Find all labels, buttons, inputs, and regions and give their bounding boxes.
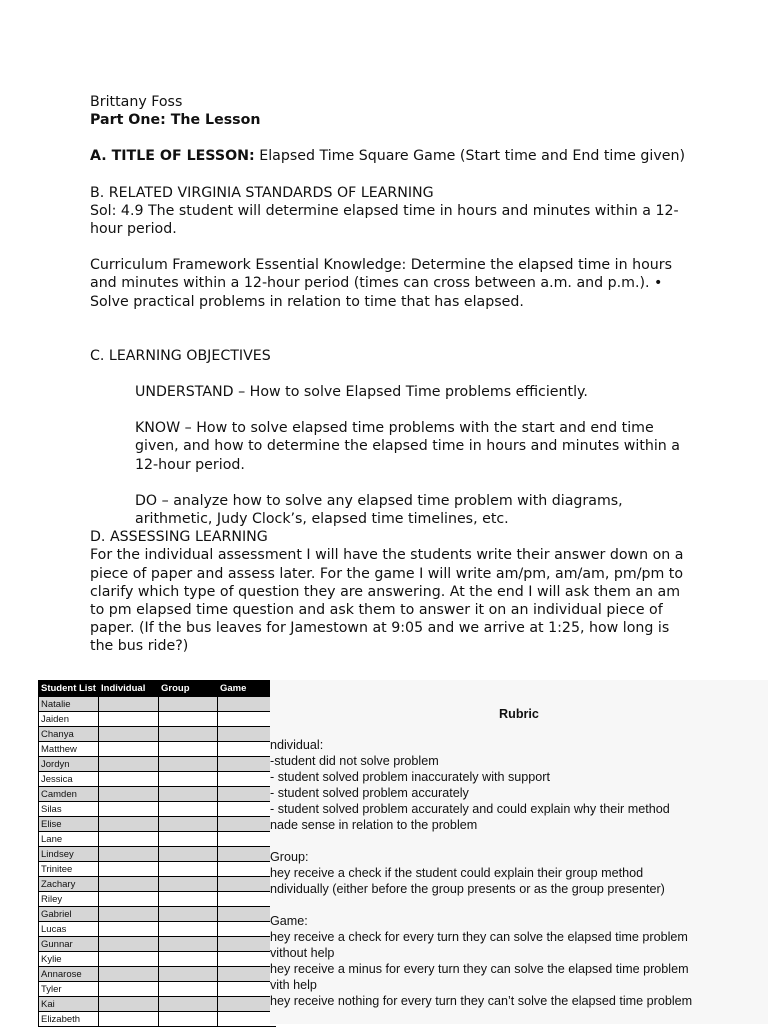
game-cell	[218, 742, 277, 757]
group-cell	[159, 1012, 218, 1027]
group-cell	[159, 967, 218, 982]
table-row	[39, 727, 277, 742]
know-label: KNOW	[135, 420, 181, 437]
game-cell	[218, 997, 277, 1012]
section-d-heading: D. ASSESSING LEARNING	[90, 529, 268, 546]
group-cell	[159, 757, 218, 772]
student-name-cell: Jordyn	[39, 757, 99, 772]
know-objective	[90, 419, 690, 474]
game-cell	[218, 772, 277, 787]
table-row	[39, 802, 277, 817]
student-name-cell: Matthew	[39, 742, 99, 757]
game-cell	[218, 922, 277, 937]
rubric-line: hey receive a minus for every turn they can solve the elapsed time problem	[270, 962, 689, 976]
table-row	[39, 712, 277, 727]
group-cell	[159, 802, 218, 817]
section-a	[90, 147, 690, 165]
understand-objective	[90, 383, 690, 401]
individual-cell	[99, 997, 159, 1012]
group-cell	[159, 907, 218, 922]
student-name-cell: Tyler	[39, 982, 99, 997]
table-row	[39, 697, 277, 712]
section-a-label: A. TITLE OF LESSON:	[90, 148, 255, 165]
individual-cell	[99, 877, 159, 892]
student-name-cell: Lucas	[39, 922, 99, 937]
table-row	[39, 817, 277, 832]
game-cell	[218, 907, 277, 922]
game-cell	[218, 832, 277, 847]
game-cell	[218, 712, 277, 727]
individual-cell	[99, 862, 159, 877]
game-cell	[218, 862, 277, 877]
group-cell	[159, 772, 218, 787]
group-cell	[159, 697, 218, 712]
individual-cell	[99, 712, 159, 727]
rubric-line: -student did not solve problem	[270, 754, 439, 768]
table-row	[39, 892, 277, 907]
individual-cell	[99, 787, 159, 802]
individual-cell	[99, 757, 159, 772]
rubric-line: - student solved problem inaccurately with support	[270, 770, 551, 784]
rubric-spacer	[270, 833, 692, 849]
section-b-heading: B. RELATED VIRGINIA STANDARDS OF LEARNING	[90, 184, 434, 201]
rubric-line: Game:	[270, 914, 308, 928]
table-row	[39, 832, 277, 847]
student-name-cell: Elizabeth	[39, 1012, 99, 1027]
group-cell	[159, 712, 218, 727]
group-cell	[159, 952, 218, 967]
student-name-cell: Riley	[39, 892, 99, 907]
section-b-sol: Sol: 4.9 The student will determine elapsed time in hours and minutes within a 12-hour period.	[90, 202, 679, 238]
section-d-text: For the individual assessment I will have the students write their answer down on a piece of paper and assess later. For the game I will write am/pm, am/am, pm/pm to clarify which type of question they are answering. At the end I will ask them an am to pm elapsed time question and ask them to answer it on an individual piece of paper. (If the bus leaves for Jamestown at 9:05 and we arrive at 1:25, how long is the bus ride?)	[90, 547, 684, 655]
table-row	[39, 952, 277, 967]
rubric-spacer	[270, 897, 692, 913]
group-cell	[159, 847, 218, 862]
group-cell	[159, 982, 218, 997]
table-row	[39, 787, 277, 802]
do-label: DO	[135, 492, 158, 509]
student-name-cell: Lindsey	[39, 847, 99, 862]
rubric-line: nade sense in relation to the problem	[270, 818, 478, 832]
individual-cell	[99, 952, 159, 967]
table-row	[39, 847, 277, 862]
individual-cell	[99, 742, 159, 757]
group-cell	[159, 877, 218, 892]
game-cell	[218, 1012, 277, 1027]
game-cell	[218, 892, 277, 907]
rubric-line: hey receive a check if the student could explain their group method	[270, 866, 644, 880]
table-row	[39, 772, 277, 787]
student-name-cell: Gabriel	[39, 907, 99, 922]
understand-text: – How to solve Elapsed Time problems efficiently.	[233, 384, 588, 401]
individual-cell	[99, 697, 159, 712]
do-objective	[90, 492, 690, 528]
table-row	[39, 862, 277, 877]
individual-cell	[99, 727, 159, 742]
rubric-panel	[270, 680, 768, 1024]
student-name-cell: Gunnar	[39, 937, 99, 952]
table-row	[39, 907, 277, 922]
author-name: Brittany Foss	[90, 94, 183, 110]
student-name-cell: Annarose	[39, 967, 99, 982]
group-cell	[159, 727, 218, 742]
table-row	[39, 922, 277, 937]
game-cell	[218, 817, 277, 832]
table-row	[39, 997, 277, 1012]
rubric-line: hey receive nothing for every turn they can’t solve the elapsed time problem	[270, 994, 693, 1008]
individual-cell	[99, 922, 159, 937]
table-row	[39, 967, 277, 982]
group-cell	[159, 937, 218, 952]
part-heading: Part One: The Lesson	[90, 112, 261, 129]
game-cell	[218, 937, 277, 952]
student-name-cell: Jessica	[39, 772, 99, 787]
rubric-line: - student solved problem accurately	[270, 786, 469, 800]
group-cell	[159, 892, 218, 907]
understand-label: UNDERSTAND	[135, 384, 234, 401]
table-row	[39, 877, 277, 892]
section-c-heading: C. LEARNING OBJECTIVES	[90, 347, 271, 364]
header-group: Group	[159, 681, 218, 697]
individual-cell	[99, 937, 159, 952]
individual-cell	[99, 892, 159, 907]
lesson-document	[90, 93, 690, 656]
student-name-cell: Zachary	[39, 877, 99, 892]
student-name-cell: Silas	[39, 802, 99, 817]
student-name-cell: Kai	[39, 997, 99, 1012]
group-cell	[159, 862, 218, 877]
individual-cell	[99, 772, 159, 787]
group-cell	[159, 742, 218, 757]
section-b-framework: Curriculum Framework Essential Knowledge: Determine the elapsed time in hours and minutes within a 12-hour period (times can cross between a.m. and p.m.). • Solve practical problems in relation to time that has elapsed.	[90, 257, 672, 310]
game-cell	[218, 802, 277, 817]
student-name-cell: Chanya	[39, 727, 99, 742]
group-cell	[159, 787, 218, 802]
game-cell	[218, 787, 277, 802]
individual-cell	[99, 832, 159, 847]
game-cell	[218, 847, 277, 862]
individual-cell	[99, 967, 159, 982]
header-student-list: Student List	[39, 681, 99, 697]
game-cell	[218, 697, 277, 712]
student-name-cell: Camden	[39, 787, 99, 802]
know-text: – How to solve elapsed time problems with the start and end time given, and how to determine the elapsed time in hours and minutes within a 12-hour period.	[135, 420, 681, 473]
rubric-line: ndividually (either before the group presents or as the group presenter)	[270, 882, 665, 896]
group-cell	[159, 832, 218, 847]
student-name-cell: Trinitee	[39, 862, 99, 877]
game-cell	[218, 727, 277, 742]
table-row	[39, 742, 277, 757]
rubric-line: vith help	[270, 978, 317, 992]
rubric-line: Group:	[270, 850, 309, 864]
table-row	[39, 1012, 277, 1027]
table-row	[39, 937, 277, 952]
student-name-cell: Elise	[39, 817, 99, 832]
individual-cell	[99, 817, 159, 832]
group-cell	[159, 997, 218, 1012]
do-text: – analyze how to solve any elapsed time problem with diagrams, arithmetic, Judy Clock’s, elapsed time timelines, etc.	[135, 492, 623, 528]
table-row	[39, 982, 277, 997]
group-cell	[159, 817, 218, 832]
student-name-cell: Natalie	[39, 697, 99, 712]
table-row	[39, 757, 277, 772]
student-list-table	[38, 680, 276, 1027]
rubric-line: - student solved problem accurately and could explain why their method	[270, 802, 670, 816]
individual-cell	[99, 982, 159, 997]
rubric-line: vithout help	[270, 946, 335, 960]
student-name-cell: Lane	[39, 832, 99, 847]
game-cell	[218, 967, 277, 982]
individual-cell	[99, 1012, 159, 1027]
individual-cell	[99, 907, 159, 922]
individual-cell	[99, 847, 159, 862]
game-cell	[218, 877, 277, 892]
header-individual: Individual	[99, 681, 159, 697]
rubric-lines	[270, 737, 692, 1009]
rubric-line: ndividual:	[270, 738, 324, 752]
student-name-cell: Jaiden	[39, 712, 99, 727]
game-cell	[218, 982, 277, 997]
game-cell	[218, 757, 277, 772]
group-cell	[159, 922, 218, 937]
header-game: Game	[218, 681, 277, 697]
rubric-title: Rubric	[499, 707, 539, 721]
game-cell	[218, 952, 277, 967]
rubric-line: hey receive a check for every turn they can solve the elapsed time problem	[270, 930, 688, 944]
individual-cell	[99, 802, 159, 817]
section-a-text: Elapsed Time Square Game (Start time and End time given)	[254, 148, 686, 165]
student-name-cell: Kylie	[39, 952, 99, 967]
